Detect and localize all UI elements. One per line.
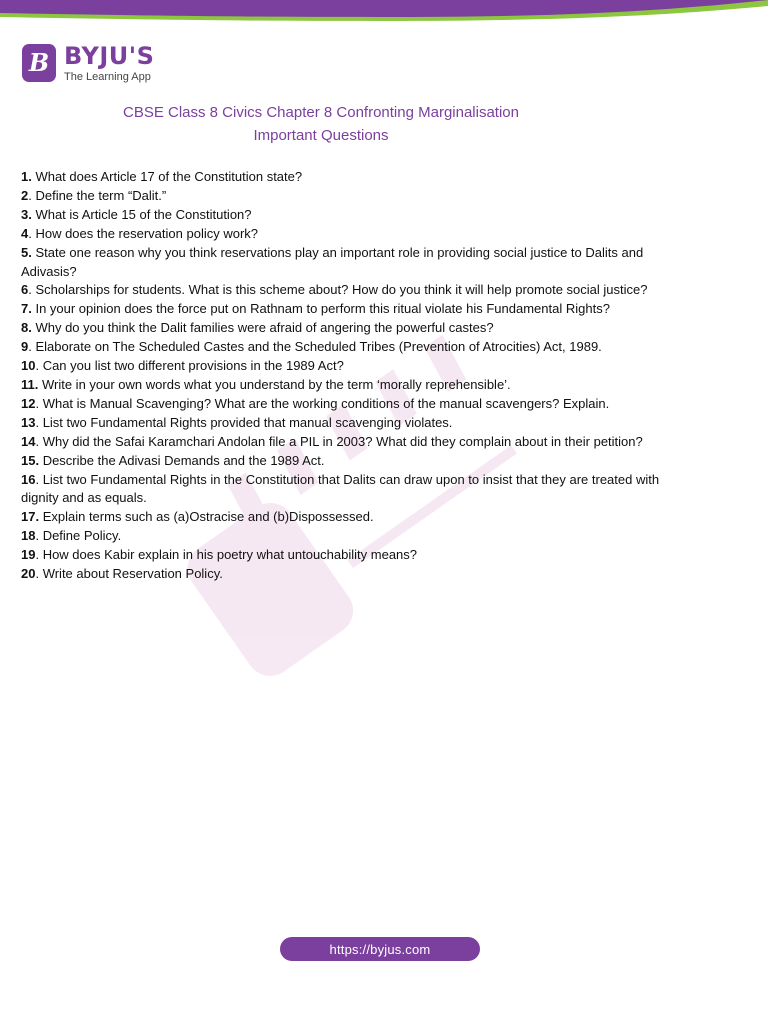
byjus-logo — [22, 42, 182, 88]
question-item — [21, 508, 671, 527]
question-item — [21, 244, 671, 282]
question-item — [21, 565, 671, 584]
question-text: Explain terms such as (a)Ostracise and (b)Dispossessed. — [39, 509, 374, 525]
question-item — [21, 376, 671, 395]
question-text: What is Article 15 of the Constitution? — [31, 206, 252, 222]
question-number: 7. — [21, 301, 32, 317]
question-item — [21, 433, 671, 452]
questions-list — [21, 168, 671, 584]
question-item — [21, 471, 671, 509]
question-number: 4 — [21, 225, 29, 241]
question-text: . Define the term “Dalit.” — [28, 187, 167, 203]
question-item — [21, 206, 671, 225]
question-text: . List two Fundamental Rights in the Constitution that Dalits can draw upon to insist that they are treated with dignity and as equals. — [21, 471, 660, 506]
question-text: Describe the Adivasi Demands and the 1989 Act. — [39, 452, 325, 468]
question-number: 20 — [21, 566, 36, 582]
question-number: 2 — [21, 187, 29, 203]
question-text: State one reason why you think reservations play an important role in providing social justice to Dalits and Adivasis? — [21, 244, 644, 279]
question-item — [21, 527, 671, 546]
question-text: . Scholarships for students. What is this scheme about? How do you think it will help promote social justice? — [28, 282, 648, 298]
question-number: 14 — [21, 433, 36, 449]
question-text: . Write about Reservation Policy. — [35, 566, 223, 582]
question-number: 8. — [21, 320, 32, 336]
question-text: Why do you think the Dalit families were afraid of angering the powerful castes? — [31, 320, 494, 336]
question-number: 11. — [21, 376, 39, 392]
logo-mark-icon — [22, 44, 56, 82]
question-number: 16 — [21, 471, 36, 487]
question-number: 13 — [21, 414, 36, 430]
logo-brand-name: BYJU'S — [64, 42, 155, 70]
question-number: 17. — [21, 509, 40, 525]
question-text: . Can you list two different provisions in the 1989 Act? — [35, 358, 344, 374]
question-text: . Elaborate on The Scheduled Castes and the Scheduled Tribes (Prevention of Atrocities) Act, 1989. — [28, 339, 602, 355]
question-item — [21, 187, 671, 206]
question-text: What does Article 17 of the Constitution state? — [31, 169, 303, 184]
question-number: 9 — [21, 339, 29, 355]
title-line-2: Important Questions — [253, 127, 389, 144]
question-item — [21, 357, 671, 376]
question-item — [21, 414, 671, 433]
question-text: . How does Kabir explain in his poetry what untouchability means? — [35, 547, 418, 563]
question-number: 10 — [21, 358, 36, 374]
question-item — [21, 319, 671, 338]
footer-url-link[interactable] — [280, 937, 480, 961]
question-item — [21, 300, 671, 319]
question-number: 5. — [21, 244, 32, 260]
question-item — [21, 281, 671, 300]
question-number: 18 — [21, 528, 36, 544]
question-text: . List two Fundamental Rights provided that manual scavenging violates. — [35, 414, 453, 430]
question-text: Write in your own words what you understand by the term ‘morally reprehensible’. — [38, 376, 511, 392]
title-line-1: CBSE Class 8 Civics Chapter 8 Confronting Marginalisation — [122, 104, 519, 121]
question-number: 3. — [21, 206, 32, 222]
question-number: 1. — [21, 169, 32, 184]
question-text: . Define Policy. — [35, 528, 122, 544]
logo-mark-letter: B — [28, 48, 50, 77]
question-number: 15. — [21, 452, 40, 468]
question-item — [21, 395, 671, 414]
question-item — [21, 225, 671, 244]
question-number: 6 — [21, 282, 29, 298]
question-text: . Why did the Safai Karamchari Andolan file a PIL in 2003? What did they complain about in their petition? — [35, 433, 643, 449]
top-banner-wave — [0, 0, 768, 26]
document-title — [0, 101, 642, 147]
question-item — [21, 338, 671, 357]
question-number: 12 — [21, 395, 36, 411]
question-item — [21, 452, 671, 471]
footer-url-text[interactable]: https://byjus.com — [329, 941, 431, 957]
question-text: . How does the reservation policy work? — [28, 225, 259, 241]
logo-tagline: The Learning App — [64, 71, 151, 83]
question-item — [21, 168, 671, 187]
question-item — [21, 546, 671, 565]
question-number: 19 — [21, 547, 36, 563]
question-text: In your opinion does the force put on Rathnam to perform this ritual violate his Fundamental Rights? — [31, 301, 610, 317]
question-text: . What is Manual Scavenging? What are the working conditions of the manual scavengers? Explain. — [35, 395, 610, 411]
